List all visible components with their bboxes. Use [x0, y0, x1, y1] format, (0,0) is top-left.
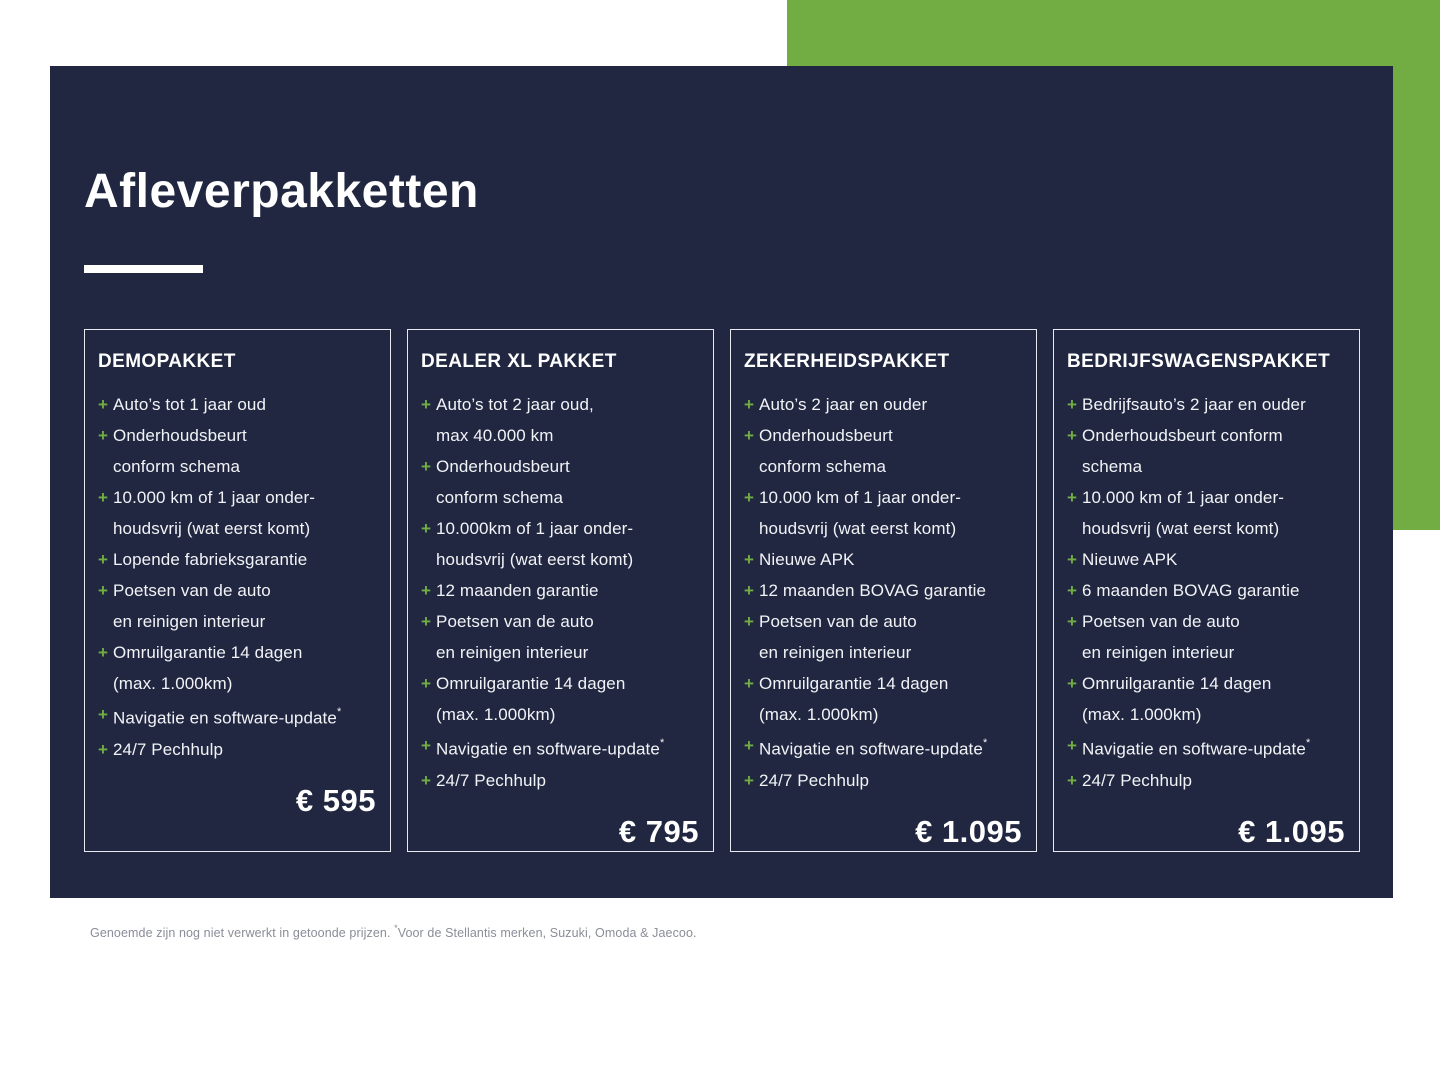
feature-line-wrap: conform schema	[436, 488, 564, 507]
footnote	[90, 924, 697, 940]
asterisk-note: *	[659, 737, 665, 749]
package-feature	[744, 730, 1022, 765]
package-feature	[421, 451, 699, 513]
feature-line-wrap: conform schema	[113, 457, 241, 476]
feature-line-wrap: houdsvrij (wat eerst komt)	[113, 519, 311, 538]
feature-line: + Auto’s tot 2 jaar oud,	[421, 389, 699, 420]
feature-line: + Lopende fabrieksgarantie	[98, 544, 376, 575]
feature-line: + 6 maanden BOVAG garantie	[1067, 575, 1345, 606]
feature-line-wrap: en reinigen interieur	[436, 643, 589, 662]
package-feature	[744, 606, 1022, 668]
plus-icon: +	[98, 581, 109, 600]
feature-line: + Omruilgarantie 14 dagen	[421, 668, 699, 699]
plus-icon: +	[744, 488, 755, 507]
plus-icon: +	[1067, 395, 1078, 414]
footnote-text-before: Genoemde zijn nog niet verwerkt in getoonde prijzen.	[90, 926, 395, 941]
plus-icon: +	[98, 739, 109, 759]
feature-line: + 12 maanden BOVAG garantie	[744, 575, 1022, 606]
plus-icon: +	[744, 674, 755, 693]
plus-icon: +	[1067, 550, 1078, 569]
package-feature-list	[744, 389, 1022, 796]
package-cards	[84, 329, 1360, 852]
feature-line: + Navigatie en software-update*	[98, 699, 376, 734]
feature-line: + 24/7 Pechhulp	[1067, 765, 1345, 796]
plus-icon: +	[744, 770, 755, 790]
packages-panel	[50, 66, 1393, 898]
plus-icon: +	[421, 612, 432, 631]
feature-line-wrap: max 40.000 km	[436, 426, 554, 445]
package-feature	[744, 668, 1022, 730]
plus-icon: +	[1067, 736, 1078, 755]
package-card	[730, 329, 1037, 852]
package-feature	[421, 730, 699, 765]
package-feature	[421, 389, 699, 451]
feature-line: + 24/7 Pechhulp	[744, 765, 1022, 796]
feature-line: + 10.000 km of 1 jaar onder-	[98, 482, 376, 513]
footnote-text-after: Voor de Stellantis merken, Suzuki, Omoda & Jaecoo.	[397, 926, 697, 941]
package-feature	[421, 606, 699, 668]
package-feature	[98, 482, 376, 544]
package-feature-list	[1067, 389, 1345, 796]
package-feature	[1067, 765, 1345, 796]
feature-line-wrap: en reinigen interieur	[113, 612, 266, 631]
feature-line: + Auto’s tot 1 jaar oud	[98, 389, 376, 420]
feature-line-wrap: en reinigen interieur	[759, 643, 912, 662]
feature-line: + Navigatie en software-update*	[1067, 730, 1345, 765]
plus-icon: +	[1067, 581, 1078, 600]
plus-icon: +	[421, 395, 432, 414]
package-feature	[1067, 544, 1345, 575]
package-price: € 595	[295, 782, 376, 818]
package-feature	[1067, 668, 1345, 730]
asterisk-note: *	[982, 737, 988, 749]
feature-line: + 24/7 Pechhulp	[421, 765, 699, 796]
feature-line: + Poetsen van de auto	[421, 606, 699, 637]
plus-icon: +	[1067, 426, 1078, 445]
footnote-asterisk: *	[394, 923, 398, 933]
package-feature	[98, 699, 376, 734]
plus-icon: +	[98, 550, 109, 569]
asterisk-note: *	[336, 706, 342, 718]
plus-icon: +	[744, 736, 755, 755]
package-feature	[1067, 575, 1345, 606]
feature-line: + Poetsen van de auto	[98, 575, 376, 606]
package-title: DEALER XL PAKKET	[421, 351, 617, 372]
feature-line: + Poetsen van de auto	[744, 606, 1022, 637]
plus-icon: +	[421, 736, 432, 755]
package-feature	[744, 575, 1022, 606]
plus-icon: +	[98, 426, 109, 445]
package-feature	[421, 513, 699, 575]
package-feature	[1067, 730, 1345, 765]
package-feature	[744, 420, 1022, 482]
feature-line-wrap: (max. 1.000km)	[759, 705, 879, 724]
feature-line-wrap: (max. 1.000km)	[113, 674, 233, 693]
plus-icon: +	[98, 705, 109, 724]
package-feature	[1067, 389, 1345, 420]
feature-line: + Onderhoudsbeurt conform	[1067, 420, 1345, 451]
plus-icon: +	[421, 674, 432, 693]
feature-line-wrap: conform schema	[759, 457, 887, 476]
feature-line-wrap: houdsvrij (wat eerst komt)	[1082, 519, 1280, 538]
plus-icon: +	[421, 457, 432, 476]
feature-line: + 24/7 Pechhulp	[98, 734, 376, 765]
package-title: DEMOPAKKET	[98, 351, 236, 372]
feature-line: + Navigatie en software-update*	[744, 730, 1022, 765]
feature-line: + Navigatie en software-update*	[421, 730, 699, 765]
package-price: € 1.095	[1238, 813, 1345, 849]
plus-icon: +	[744, 426, 755, 445]
package-card	[1053, 329, 1360, 852]
plus-icon: +	[744, 581, 755, 600]
package-card	[407, 329, 714, 852]
feature-line: + Onderhoudsbeurt	[744, 420, 1022, 451]
plus-icon: +	[421, 519, 432, 538]
package-feature-list	[98, 389, 376, 765]
feature-line-wrap: (max. 1.000km)	[436, 705, 556, 724]
feature-line: + 12 maanden garantie	[421, 575, 699, 606]
asterisk-note: *	[1305, 737, 1311, 749]
plus-icon: +	[1067, 488, 1078, 507]
package-feature	[744, 544, 1022, 575]
plus-icon: +	[421, 581, 432, 600]
plus-icon: +	[421, 770, 432, 790]
package-card	[84, 329, 391, 852]
feature-line-wrap: houdsvrij (wat eerst komt)	[759, 519, 957, 538]
package-title: BEDRIJFSWAGENSPAKKET	[1067, 351, 1331, 372]
feature-line: + 10.000km of 1 jaar onder-	[421, 513, 699, 544]
plus-icon: +	[98, 488, 109, 507]
feature-line: + 10.000 km of 1 jaar onder-	[1067, 482, 1345, 513]
feature-line: + Onderhoudsbeurt	[98, 420, 376, 451]
plus-icon: +	[1067, 770, 1078, 790]
package-feature	[98, 637, 376, 699]
package-feature	[1067, 482, 1345, 544]
plus-icon: +	[98, 643, 109, 662]
package-feature	[421, 668, 699, 730]
feature-line-wrap: (max. 1.000km)	[1082, 705, 1202, 724]
feature-line: + Omruilgarantie 14 dagen	[744, 668, 1022, 699]
package-feature	[421, 575, 699, 606]
plus-icon: +	[744, 550, 755, 569]
package-title: ZEKERHEIDSPAKKET	[744, 351, 950, 372]
plus-icon: +	[744, 612, 755, 631]
package-feature	[98, 544, 376, 575]
plus-icon: +	[744, 395, 755, 414]
feature-line-wrap: houdsvrij (wat eerst komt)	[436, 550, 634, 569]
package-feature	[98, 420, 376, 482]
feature-line: + Nieuwe APK	[1067, 544, 1345, 575]
plus-icon: +	[1067, 674, 1078, 693]
package-feature	[98, 575, 376, 637]
package-price: € 1.095	[915, 813, 1022, 849]
package-feature	[744, 765, 1022, 796]
plus-icon: +	[98, 395, 109, 414]
feature-line: + Bedrijfsauto’s 2 jaar en ouder	[1067, 389, 1345, 420]
package-feature	[1067, 420, 1345, 482]
feature-line: + Poetsen van de auto	[1067, 606, 1345, 637]
plus-icon: +	[1067, 612, 1078, 631]
page-title: Afleverpakketten	[84, 165, 479, 218]
package-feature	[421, 765, 699, 796]
package-feature	[98, 389, 376, 420]
package-feature	[744, 389, 1022, 420]
package-feature	[98, 734, 376, 765]
feature-line-wrap: en reinigen interieur	[1082, 643, 1235, 662]
feature-line: + Omruilgarantie 14 dagen	[98, 637, 376, 668]
feature-line: + 10.000 km of 1 jaar onder-	[744, 482, 1022, 513]
feature-line: + Auto’s 2 jaar en ouder	[744, 389, 1022, 420]
package-feature	[1067, 606, 1345, 668]
package-feature	[744, 482, 1022, 544]
package-price: € 795	[618, 813, 699, 849]
package-feature-list	[421, 389, 699, 796]
feature-line: + Omruilgarantie 14 dagen	[1067, 668, 1345, 699]
feature-line-wrap: schema	[1082, 457, 1143, 476]
feature-line: + Onderhoudsbeurt	[421, 451, 699, 482]
feature-line: + Nieuwe APK	[744, 544, 1022, 575]
title-underline	[84, 265, 203, 273]
